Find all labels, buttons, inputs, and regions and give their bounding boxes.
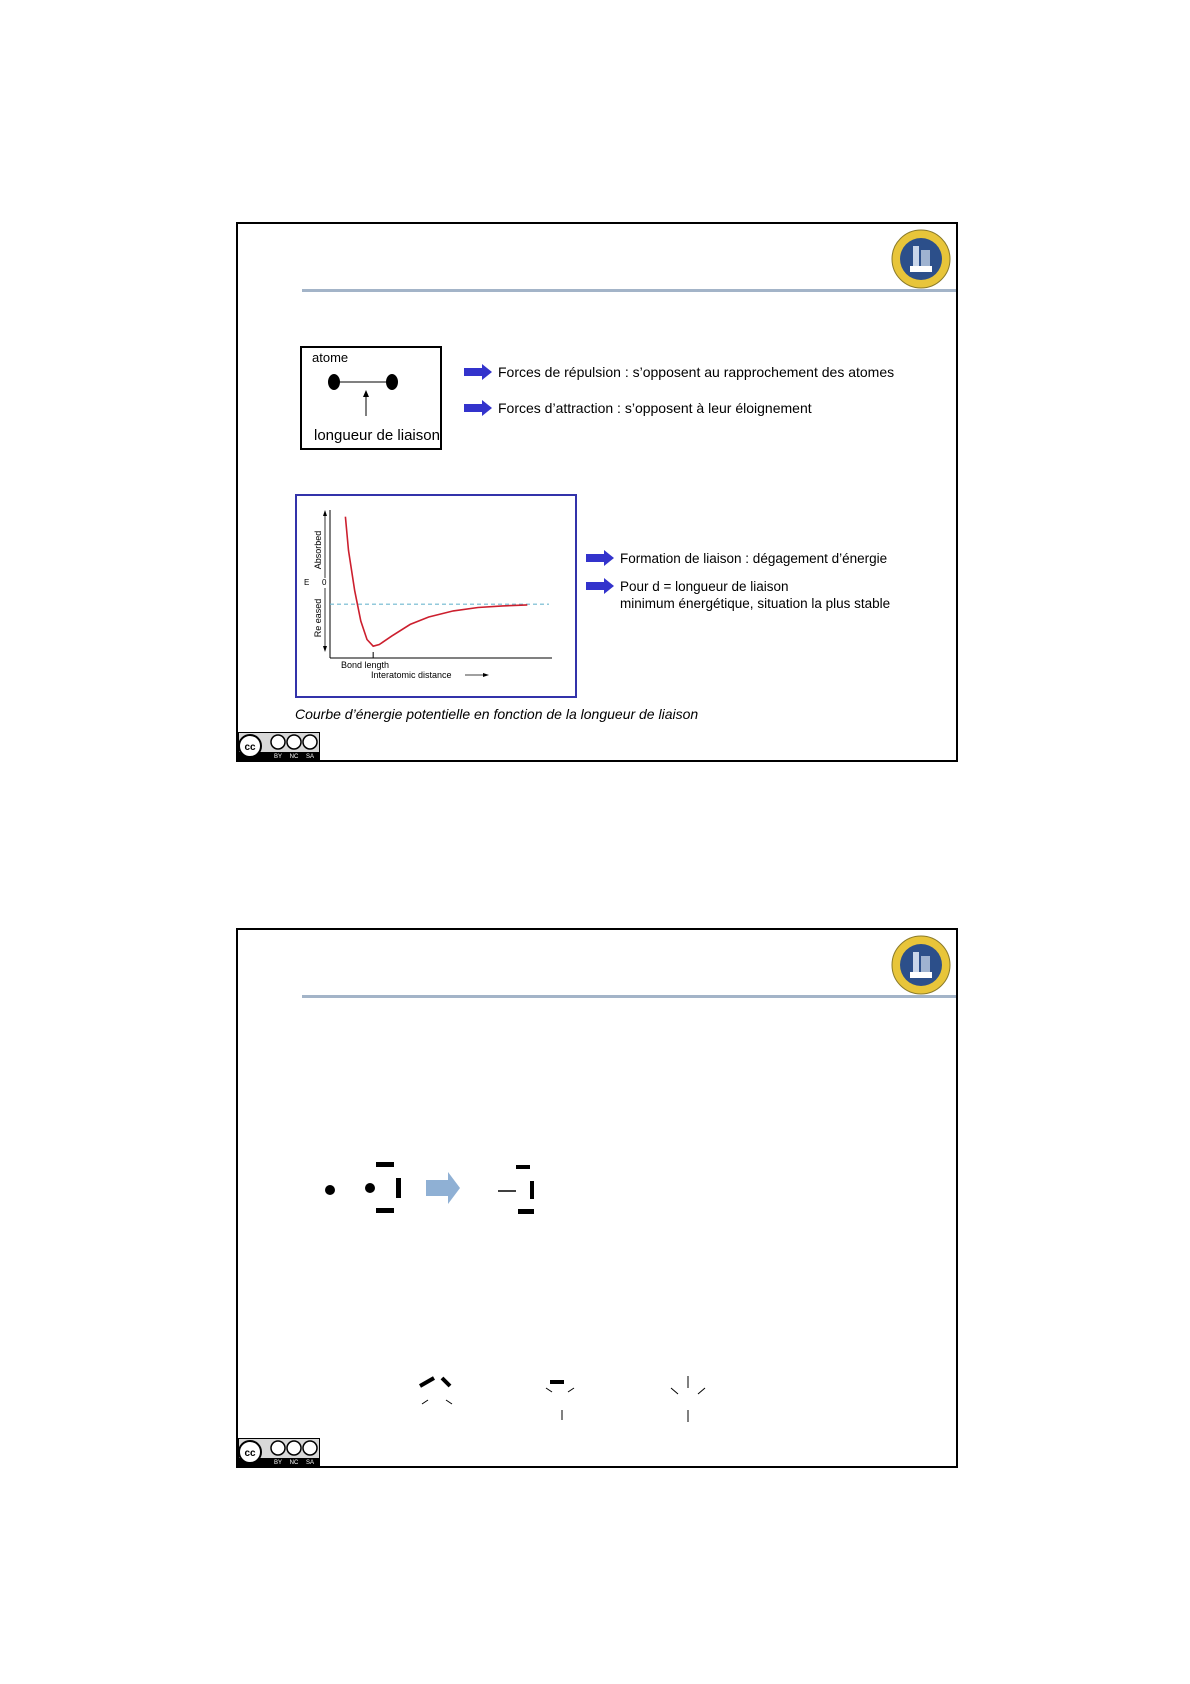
- cc-text: cc: [244, 742, 256, 753]
- bullet-minimum: [586, 578, 890, 611]
- electron-dot: [325, 1185, 335, 1195]
- cc-by: BY: [273, 1460, 283, 1466]
- energy-curve: [345, 517, 527, 647]
- y-arrow-up: [323, 510, 327, 516]
- blue-arrow-icon: [464, 364, 492, 380]
- slide-2: [236, 928, 958, 1468]
- blue-arrow-icon: [464, 400, 492, 416]
- cc-by: BY: [273, 754, 283, 760]
- blue-arrow-icon: [586, 578, 614, 594]
- bullet-text-line2: minimum énergétique, situation la plus stable: [620, 596, 891, 611]
- energy-chart-svg: [297, 496, 574, 695]
- bullet-text: Forces d’attraction : s’opposent à leur éloignement: [498, 400, 812, 416]
- faculty-logo-icon: [890, 228, 952, 290]
- cc-nc: NC: [289, 1460, 299, 1466]
- bond-length-label: longueur de liaison: [314, 427, 440, 444]
- cc-sa: SA: [305, 1460, 315, 1466]
- zero-label: 0: [322, 578, 327, 587]
- bullet-repulsion: [464, 364, 894, 380]
- x-arrow: [483, 673, 489, 677]
- chart-caption: Courbe d’énergie potentielle en fonction de la longueur de liaison: [295, 706, 699, 722]
- y-arrow-down: [323, 646, 327, 652]
- cc-license-icon: [238, 732, 320, 760]
- bullet-text: Pour d = longueur de liaison: [620, 578, 789, 594]
- cc-text: cc: [244, 1448, 256, 1459]
- y-bottom-label: Re eased: [313, 598, 323, 638]
- molecule-geometry-sketches: [418, 1368, 718, 1428]
- energy-chart: [295, 494, 577, 698]
- header-rule: [302, 289, 956, 292]
- cc-sa: SA: [305, 754, 315, 760]
- lewis-reaction-diagram: [318, 1160, 478, 1220]
- slide-1: [236, 222, 958, 762]
- bullet-text: Forces de répulsion : s’opposent au rapprochement des atomes: [498, 364, 895, 380]
- faculty-logo-icon: [890, 934, 952, 996]
- header-rule: [302, 995, 956, 998]
- electron-dot: [365, 1183, 375, 1193]
- reaction-arrow-icon: [426, 1172, 460, 1204]
- atom-diagram: [300, 346, 442, 450]
- e-label: E: [304, 578, 310, 587]
- bullet-attraction: [464, 400, 812, 416]
- lewis-product: [494, 1162, 554, 1220]
- blue-arrow-icon: [586, 550, 614, 566]
- bullet-text: Formation de liaison : dégagement d’énergie: [620, 550, 888, 566]
- y-top-label: Absorbed: [313, 530, 323, 570]
- bond-length-axis-label: Bond length: [341, 660, 390, 670]
- x-axis-label: Interatomic distance: [371, 670, 452, 680]
- cc-nc: NC: [289, 754, 299, 760]
- bullet-formation: [586, 550, 887, 566]
- cc-license-icon: [238, 1438, 320, 1466]
- atom-label: atome: [312, 350, 349, 365]
